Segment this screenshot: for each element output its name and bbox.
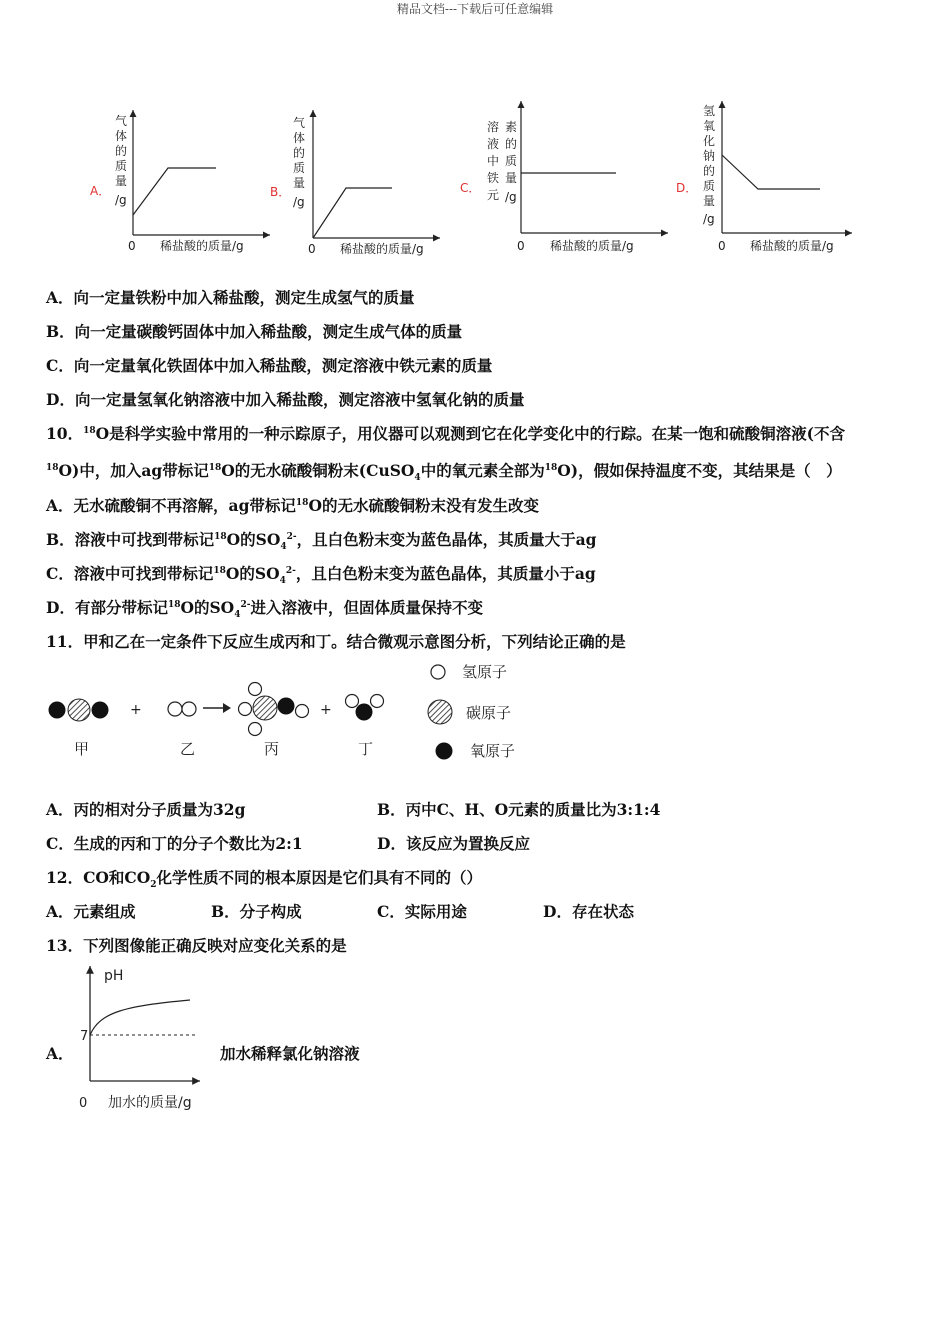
svg-text:0: 0 [718,239,726,253]
q10-stem-line2: $^{18}$O)中，加入ag带标记$^{18}$O的无水硫酸铜粉末(CuSO$_4$中的氧元素全部为$^{18}$O)，假如保持温度不变，其结果是（ ） [46,461,842,484]
svg-text:的: 的 [505,137,518,151]
q9-option-a: A．向一定量铁粉中加入稀盐酸，测定生成氢气的质量 [46,288,415,307]
q13-stem: 13．下列图像能正确反映对应变化关系的是 [46,936,347,955]
plus-sign: + [130,702,142,718]
molecule-bing [239,683,309,736]
graph-a [90,110,270,253]
graph-a-xlabel: 稀盐酸的质量/g [160,239,244,253]
graph-b-xlabel: 稀盐酸的质量/g [340,242,424,256]
graph-c-letter: C． [460,181,481,195]
q12-option-c: C．实际用途 [377,902,467,921]
ph-xlabel: 加水的质量/g [108,1095,192,1111]
graph-a-letter: A． [90,184,111,198]
q13-option-a-letter: A． [46,1044,74,1063]
molecule-yi [168,702,196,716]
q11-option-a: A．丙的相对分子质量为32g [46,800,246,819]
q10-stem-line1: 10．$^{18}$O是科学实验中常用的一种示踪原子，用仪器可以观测到它在化学变化中的行踪。在某一饱和硫酸铜溶液(不含 [46,424,845,443]
svg-text:+: + [320,702,332,718]
graph-d-xlabel: 稀盐酸的质量/g [750,239,834,253]
q11-option-c: C．生成的丙和丁的分子个数比为2:1 [46,834,303,853]
q9-option-b: B．向一定量碳酸钙固体中加入稀盐酸，测定生成气体的质量 [46,322,463,341]
svg-text:体: 体 [293,131,306,145]
svg-text:体: 体 [115,129,128,143]
svg-text:的: 的 [293,146,306,160]
svg-text:质: 质 [115,159,128,173]
graph-d-letter: D． [676,181,698,195]
ph-seven-tick: 7 [80,1029,89,1044]
label-ding: 丁 [358,740,374,758]
graph-c-xlabel: 稀盐酸的质量/g [550,239,634,253]
q9-option-d: D．向一定量氢氧化钠溶液中加入稀盐酸，测定溶液中氢氧化钠的质量 [46,390,525,409]
label-yi: 乙 [180,740,196,758]
legend-oxygen: 氧原子 [470,742,516,760]
svg-text:/g: /g [115,193,127,207]
q13-option-a-text: 加水稀释氯化钠溶液 [220,1044,360,1063]
q11-stem: 11．甲和乙在一定条件下反应生成丙和丁。结合微观示意图分析，下列结论正确的是 [46,632,626,651]
page-header: 精品文档---下载后可任意编辑 [396,2,554,16]
svg-text:氢: 氢 [703,104,716,118]
svg-text:质: 质 [293,161,306,175]
label-jia: 甲 [74,740,90,758]
svg-text:气: 气 [115,114,128,128]
q12-option-b: B．分子构成 [211,902,302,921]
svg-text:质: 质 [505,154,518,168]
graph-c [460,101,668,253]
svg-text:氧: 氧 [703,119,716,133]
svg-text:的: 的 [703,164,716,178]
svg-text:素: 素 [505,120,518,134]
q10-option-b: B．溶液中可找到带标记$^{18}$O的$SO_4^{2-}$，且白色粉末变为蓝色晶体，其质量大于ag [46,530,597,553]
legend-carbon: 碳原子 [466,704,512,722]
svg-text:0: 0 [308,242,316,256]
graph-d [676,101,852,253]
label-bing: 丙 [264,740,280,758]
svg-text:量: 量 [505,171,518,185]
svg-text:量: 量 [293,176,306,190]
svg-text:液: 液 [487,137,500,151]
svg-text:质: 质 [703,179,716,193]
q11-option-b: B．丙中C、H、O元素的质量比为3:1:4 [377,800,661,819]
svg-text:0: 0 [128,239,136,253]
q10-option-c: C．溶液中可找到带标记$^{18}$O的$SO_4^{2-}$，且白色粉末变为蓝色晶体，其质量小于ag [46,564,596,587]
q12-stem: 12．CO和$CO_2$化学性质不同的根本原因是它们具有不同的（） [46,868,483,891]
q13-ph-graph [60,960,220,1120]
svg-text:量: 量 [703,194,716,208]
q10-option-d: D．有部分带标记$^{18}$O的$SO_4^{2-}$进入溶液中，但固体质量保持不变 [46,598,483,621]
svg-text:元: 元 [487,188,500,202]
svg-text:的: 的 [115,144,128,158]
molecule-ding [346,695,384,721]
legend-hydrogen: 氢原子 [462,663,508,681]
ph-label: pH [104,968,124,984]
svg-text:化: 化 [703,134,716,148]
svg-text:/g: /g [505,190,517,204]
svg-text:/g: /g [703,212,715,226]
q11-option-d: D．该反应为置换反应 [377,834,530,853]
ph-origin: 0 [79,1096,88,1111]
reaction-arrow [203,703,231,713]
svg-text:/g: /g [293,195,305,209]
q9-graphs [0,95,950,265]
q12-option-a: A．元素组成 [46,902,136,921]
svg-text:气: 气 [293,116,306,130]
svg-text:铁: 铁 [487,171,500,185]
svg-text:溶: 溶 [487,120,500,134]
svg-text:0: 0 [517,239,525,253]
svg-text:钠: 钠 [703,149,716,163]
svg-text:量: 量 [115,174,128,188]
q12-option-d: D．存在状态 [543,902,634,921]
q11-reaction-diagram [0,655,950,775]
molecule-jia [49,699,109,721]
graph-b [270,110,440,256]
svg-text:中: 中 [487,154,500,168]
q10-option-a: A．无水硫酸铜不再溶解，ag带标记$^{18}$O的无水硫酸铜粉末没有发生改变 [46,496,539,515]
legend [428,663,515,760]
q9-option-c: C．向一定量氧化铁固体中加入稀盐酸，测定溶液中铁元素的质量 [46,356,493,375]
graph-b-letter: B． [270,185,291,199]
